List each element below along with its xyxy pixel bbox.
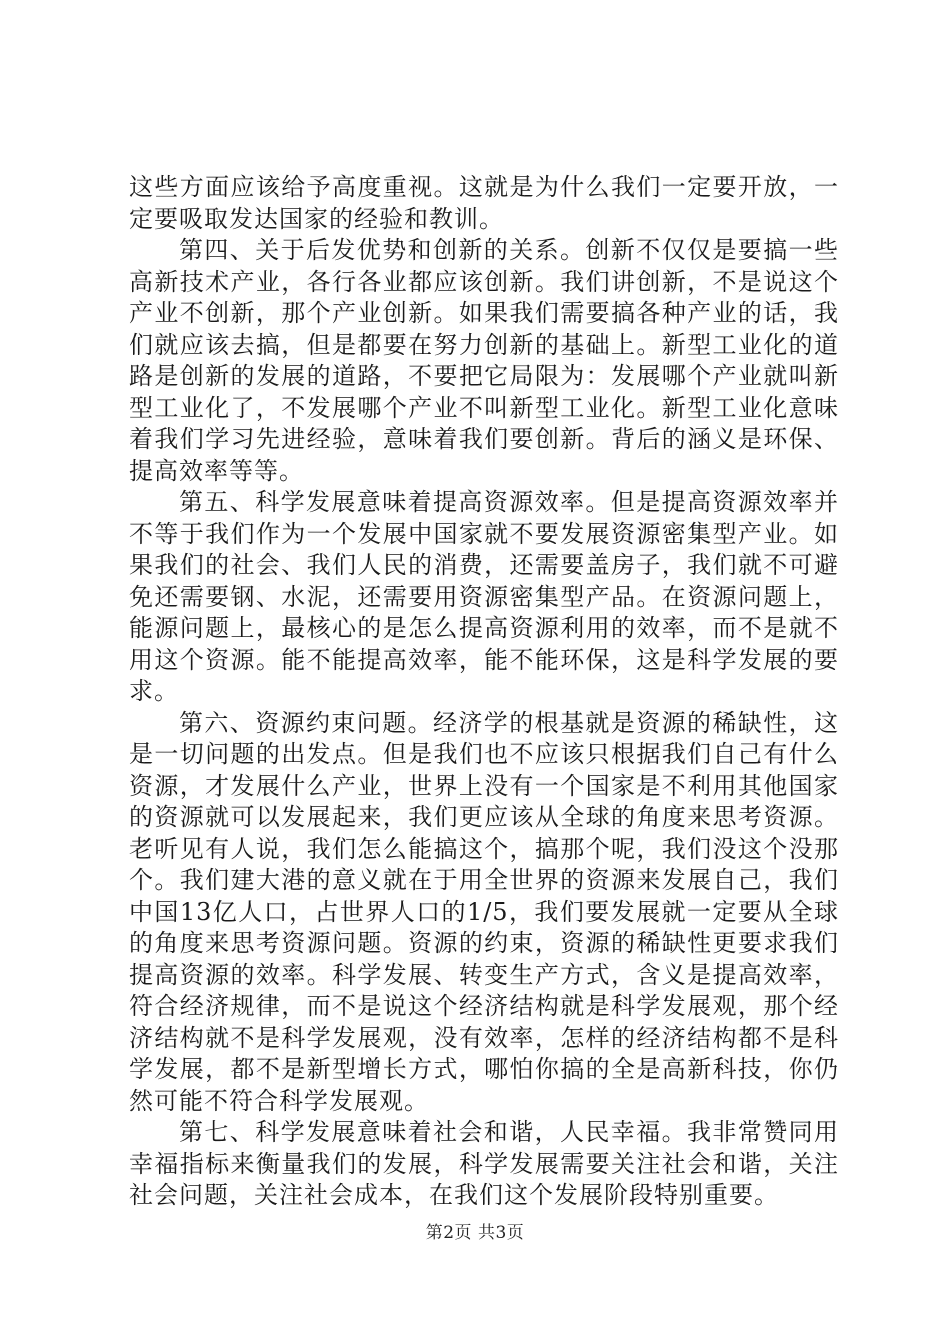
paragraph-point-five: 第五、科学发展意味着提高资源效率。但是提高资源效率并不等于我们作为一个发展中国家就不要发展资源密集型产业。如果我们的社会、我们人民的消费，还需要盖房子，我们就不可避免还需要钢、水泥，还需要用资源密集型产品。在资源问题上，能源问题上，最核心的是怎么提高资源利用的效率，而不是就不用这个资源。能不能提高效率，能不能环保，这是科学发展的要求。 — [129, 488, 839, 705]
document-body — [129, 172, 839, 1212]
paragraph-continuation: 这些方面应该给予高度重视。这就是为什么我们一定要开放，一定要吸取发达国家的经验和教训。 — [129, 173, 839, 233]
paragraph-point-seven: 第七、科学发展意味着社会和谐，人民幸福。我非常赞同用幸福指标来衡量我们的发展，科学发展需要关注社会和谐，关注社会问题，关注社会成本，在我们这个发展阶段特别重要。 — [129, 1118, 839, 1209]
page-number-footer: 第2页 共3页 — [425, 1223, 525, 1243]
paragraph-point-four: 第四、关于后发优势和创新的关系。创新不仅仅是要搞一些高新技术产业，各行各业都应该创新。我们讲创新，不是说这个产业不创新，那个产业创新。如果我们需要搞各种产业的话，我们就应该去搞，但是都要在努力创新的基础上。新型工业化的道路是创新的发展的道路，不要把它局限为：发展哪个产业就叫新型工业化了，不发展哪个产业不叫新型工业化。新型工业化意味着我们学习先进经验，意味着我们要创新。背后的涵义是环保、提高效率等等。 — [129, 236, 839, 485]
paragraph-point-six: 第六、资源约束问题。经济学的根基就是资源的稀缺性，这是一切问题的出发点。但是我们也不应该只根据我们自己有什么资源，才发展什么产业，世界上没有一个国家是不利用其他国家的资源就可以发展起来，我们更应该从全球的角度来思考资源。老听见有人说，我们怎么能搞这个，搞那个呢，我们没这个没那个。我们建大港的意义就在于用全世界的资源来发展自己，我们中国13亿人口，占世界人口的1/5，我们要发展就一定要从全球的角度来思考资源问题。资源的约束，资源的稀缺性更要求我们提高资源的效率。科学发展、转变生产方式，含义是提高效率，符合经济规律，而不是说这个经济结构就是科学发展观，那个经济结构就不是科学发展观，没有效率，怎样的经济结构都不是科学发展，都不是新型增长方式，哪怕你搞的全是高新科技，你仍然可能不符合科学发展观。 — [129, 708, 839, 1115]
